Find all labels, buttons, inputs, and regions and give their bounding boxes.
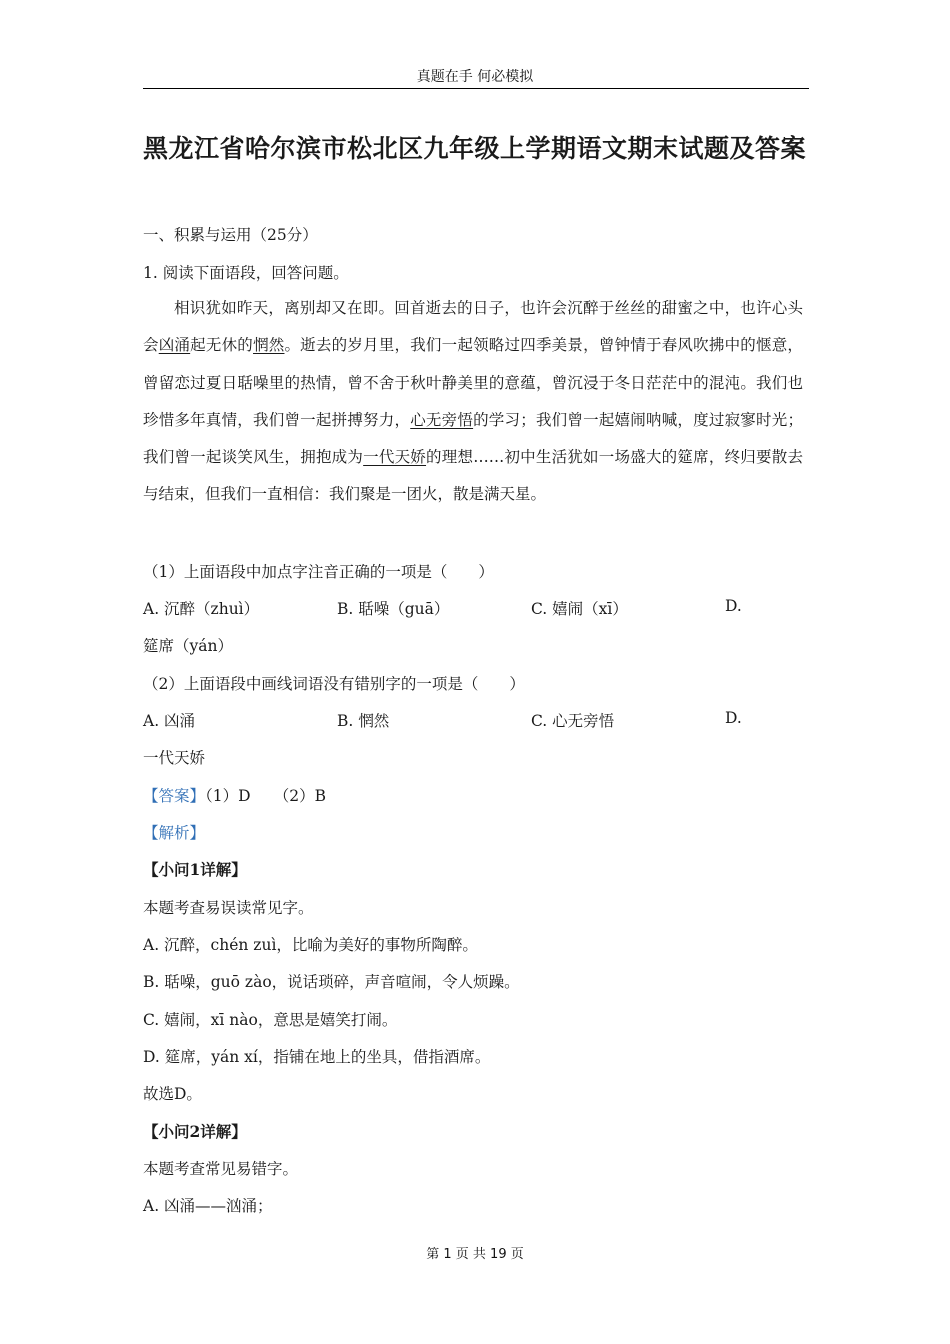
section-heading: 一、积累与运用（25分）: [143, 226, 318, 244]
page-header: 真题在手 何必模拟: [416, 69, 534, 85]
detail-2-line: 本题考查常见易错字。: [143, 1160, 299, 1178]
passage-text: 起无休的: [190, 336, 254, 355]
answer-label: 【答案】: [143, 787, 206, 805]
reading-passage: [143, 290, 803, 514]
analysis-label: 【解析】: [143, 824, 206, 842]
subquestion-2-stem: （2）上面语段中画线词语没有错别字的一项是（ ）: [143, 675, 525, 693]
sub1-option-d: D.: [725, 597, 742, 615]
sub1-option-a: A. 沉醉（zhuì）: [143, 600, 260, 618]
sub1-option-b: B. 聒噪（guā）: [337, 600, 450, 618]
detail-1-line: A. 沉醉，chén zuì，比喻为美好的事物所陶醉。: [143, 936, 478, 954]
passage-text: 的理想……初中生活犹如一场盛大的筵席，终归要散去与结束，但我们一直相信：我们聚是一团火，散是满天星。: [143, 448, 803, 504]
underlined-word: 凶涌: [158, 336, 191, 355]
page-footer: 第 1 页 共 19 页: [426, 1247, 524, 1262]
header-divider: [143, 88, 809, 89]
passage-text: 的学习；我们曾一起嬉闹呐喊，度过寂寥时光；我们曾一起谈笑风生，拥抱成为: [143, 410, 803, 467]
sub2-option-b: B. 惘然: [337, 712, 390, 730]
answer-text: （1）D （2）B: [205, 787, 327, 805]
detail-2-label: 【小问2详解】: [143, 1122, 247, 1141]
subquestion-1-stem: （1）上面语段中加点字注音正确的一项是（ ）: [143, 563, 494, 581]
detail-1-line: 故选D。: [143, 1085, 202, 1103]
question-stem: 1. 阅读下面语段，回答问题。: [143, 264, 349, 282]
passage-text: 相识犹如昨天，离别却又在即。回首逝去的日子，也许会沉醉于丝丝的甜蜜之中，也许心头会: [143, 299, 803, 355]
detail-1-line: D. 筵席，yán xí，指铺在地上的坐具，借指酒席。: [143, 1048, 491, 1066]
underlined-word: 心无旁悟: [410, 410, 474, 429]
sub1-option-c: C. 嬉闹（xī）: [531, 600, 628, 618]
sub1-option-d-text: 筵席（yán）: [143, 637, 233, 655]
document-title: 黑龙江省哈尔滨市松北区九年级上学期语文期末试题及答案: [143, 134, 807, 163]
detail-1-line: B. 聒噪，guō zào，说话琐碎，声音喧闹，令人烦躁。: [143, 973, 520, 991]
answer-line: [143, 784, 326, 806]
underlined-word: 一代天娇: [363, 448, 427, 467]
detail-1-line: 本题考查易误读常见字。: [143, 899, 314, 917]
passage-text: 。逝去的岁月里，我们一起领略过四季美景，曾钟情于春风吹拂中的惬意，曾留恋过夏日聒噪里的热情，曾不舍于秋叶静美里的意蕴，曾沉浸于冬日茫茫中的混沌。我们也珍惜多年真情，我们曾一起拼搏努力，: [143, 336, 803, 429]
sub2-option-d: D.: [725, 709, 742, 727]
sub2-option-c: C. 心无旁悟: [531, 712, 615, 730]
underlined-word: 惘然: [253, 336, 285, 355]
sub2-option-d-text: 一代天娇: [143, 749, 206, 767]
sub2-option-a: A. 凶涌: [143, 712, 196, 730]
detail-1-label: 【小问1详解】: [143, 860, 247, 879]
detail-2-line: A. 凶涌——汹涌；: [143, 1197, 273, 1215]
detail-1-line: C. 嬉闹，xī nào，意思是嬉笑打闹。: [143, 1011, 398, 1029]
